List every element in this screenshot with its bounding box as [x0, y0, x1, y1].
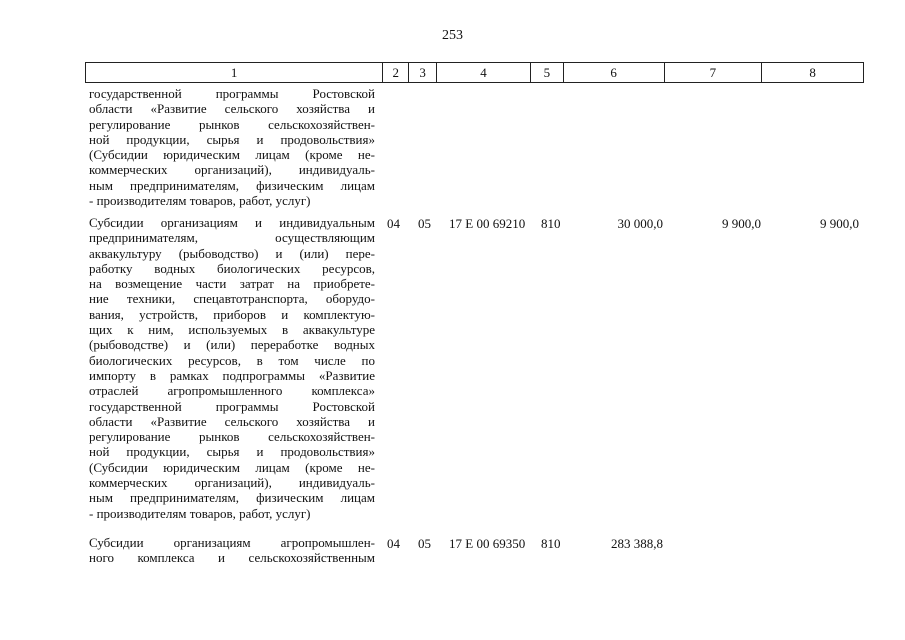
column-header-7: 7	[665, 63, 763, 82]
description-line: предпринимателям, осуществляющим	[89, 230, 375, 246]
description-line: государственной программы Ростовской	[89, 398, 375, 414]
column-header-4: 4	[437, 63, 531, 82]
description-line: вания, устройств, приборов и комплектую-	[89, 306, 375, 322]
table-row-description	[89, 535, 375, 566]
description-line: ние техники, спецавтотранспорта, оборудо-	[89, 291, 375, 307]
table-header-row	[85, 62, 864, 83]
description-line: отраслей агропромышленного комплекса»	[89, 383, 375, 399]
description-line: регулирование рынков сельскохозяйствен-	[89, 116, 375, 132]
cell-amount-col8: 9 900,0	[820, 216, 859, 231]
description-line: Субсидии организациям агропромышлен-	[89, 535, 375, 550]
description-line: ной продукции, сырья и продовольствия»	[89, 444, 375, 460]
description-line: аквакультуру (рыбоводство) и (или) пере-	[89, 245, 375, 261]
cell-expense-type: 810	[541, 216, 561, 231]
cell-amount-col7: 9 900,0	[722, 216, 761, 231]
cell-amount-col6: 30 000,0	[617, 216, 663, 231]
description-line: коммерческих организаций), индивидуаль-	[89, 475, 375, 491]
cell-target-article: 17 Е 00 69350	[449, 536, 526, 551]
description-line: (рыбоводстве) и (или) переработке водных	[89, 337, 375, 353]
column-header-3: 3	[409, 63, 437, 82]
description-line: Субсидии организациям и индивидуальным	[89, 215, 375, 230]
description-line: на возмещение части затрат на приобрете-	[89, 276, 375, 292]
description-line: - производителям товаров, работ, услуг)	[89, 505, 311, 521]
description-line: ной продукции, сырья и продовольствия»	[89, 131, 375, 147]
table-row-description	[89, 215, 375, 521]
column-header-6: 6	[564, 63, 665, 82]
table-row-description	[89, 86, 375, 208]
column-header-1: 1	[86, 63, 383, 82]
description-line: (Субсидии юридическим лицам (кроме не-	[89, 147, 375, 163]
cell-section: 04	[387, 536, 400, 551]
cell-subsection: 05	[418, 216, 431, 231]
description-line: ным предпринимателям, физическим лицам	[89, 177, 375, 193]
description-line: государственной программы Ростовской	[89, 86, 375, 101]
description-line: импорту в рамках подпрограммы «Развитие	[89, 367, 375, 383]
description-line: регулирование рынков сельскохозяйствен-	[89, 429, 375, 445]
cell-target-article: 17 Е 00 69210	[449, 216, 526, 231]
column-header-5: 5	[531, 63, 564, 82]
cell-expense-type: 810	[541, 536, 561, 551]
cell-section: 04	[387, 216, 400, 231]
description-line: (Субсидии юридическим лицам (кроме не-	[89, 459, 375, 475]
description-line: щих к ним, используемых в аквакультуре	[89, 322, 375, 338]
description-line: биологических ресурсов, в том числе по	[89, 352, 375, 368]
description-line: работку водных биологических ресурсов,	[89, 260, 375, 276]
column-header-2: 2	[383, 63, 409, 82]
description-line: ного комплекса и сельскохозяйственным	[89, 550, 375, 566]
cell-subsection: 05	[418, 536, 431, 551]
cell-amount-col6: 283 388,8	[611, 536, 663, 551]
page-number: 253	[442, 28, 463, 43]
description-line: - производителям товаров, работ, услуг)	[89, 193, 311, 209]
description-line: ным предпринимателям, физическим лицам	[89, 490, 375, 506]
description-line: области «Развитие сельского хозяйства и	[89, 413, 375, 429]
description-line: области «Развитие сельского хозяйства и	[89, 101, 375, 117]
description-line: коммерческих организаций), индивидуаль-	[89, 162, 375, 178]
column-header-8: 8	[809, 65, 816, 80]
